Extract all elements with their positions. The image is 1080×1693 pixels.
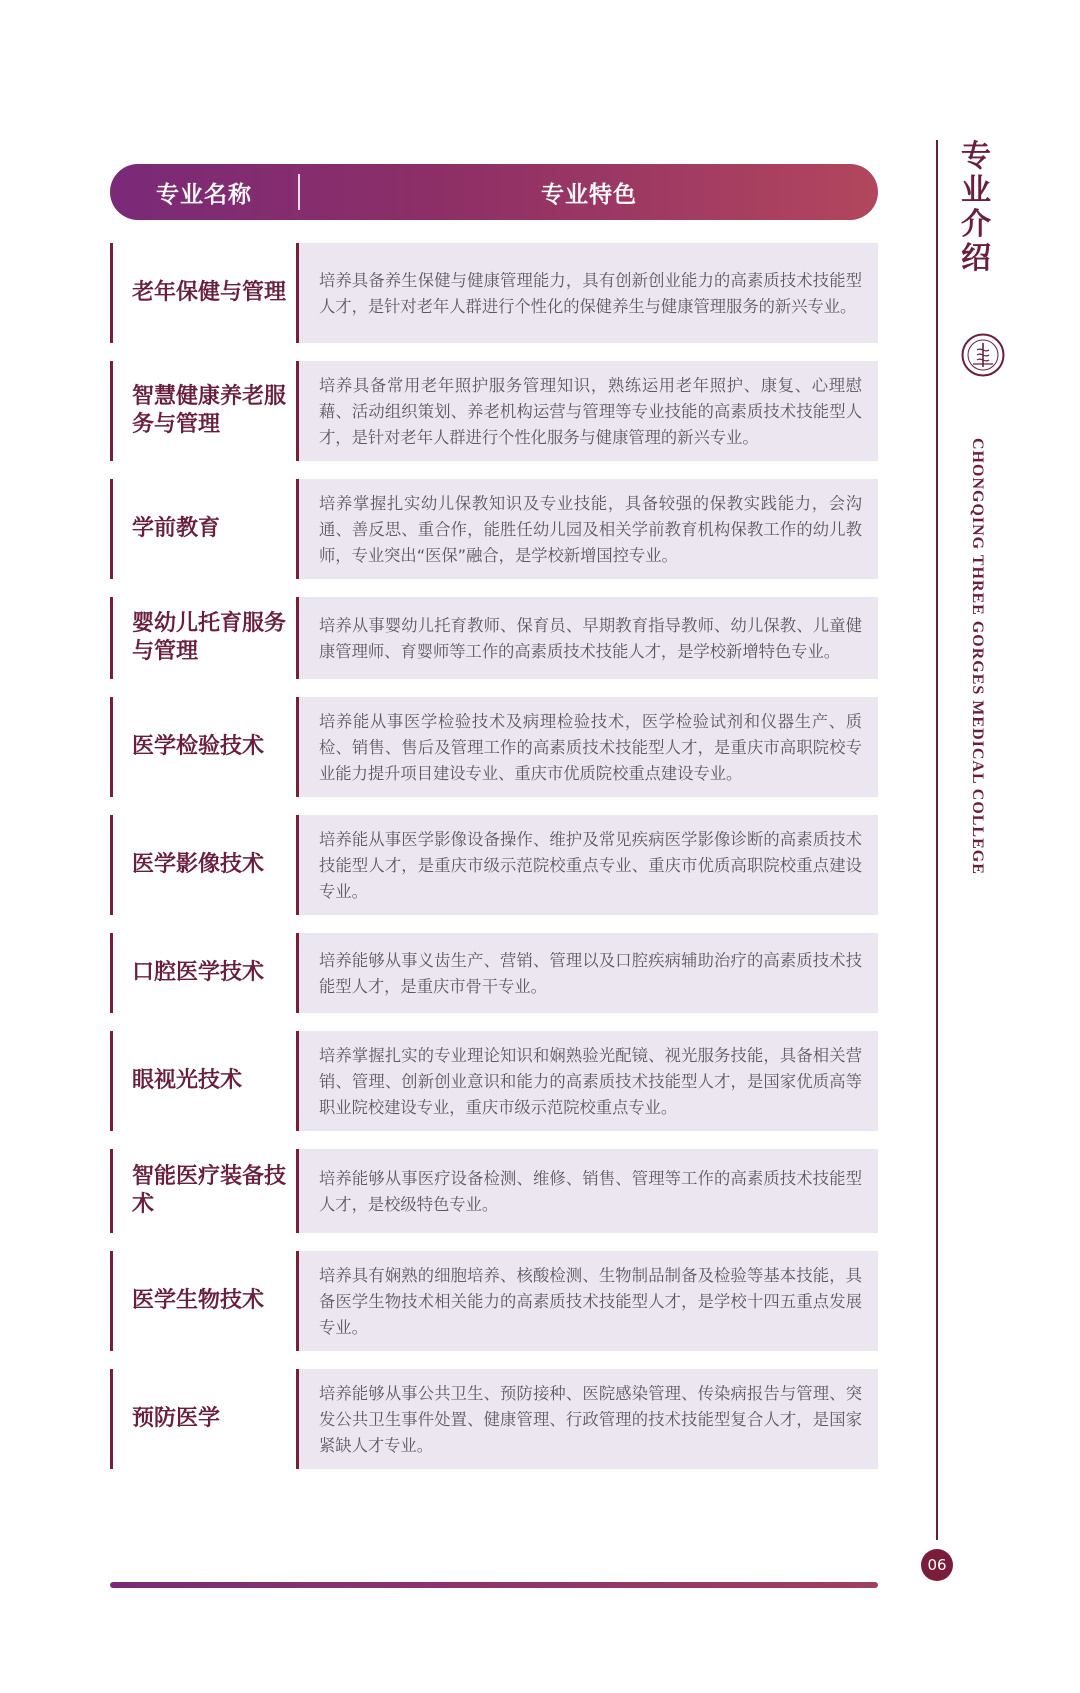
- side-title: [956, 140, 996, 276]
- major-row: [110, 1149, 878, 1233]
- side-title-char: 业: [961, 173, 991, 208]
- major-desc-text: 培养能够从事义齿生产、营销、管理以及口腔疾病辅助治疗的高素质技术技能型人才，是重庆市骨干专业。: [319, 951, 862, 996]
- major-desc: [296, 933, 878, 1013]
- major-desc-text: 培养掌握扎实幼儿保教知识及专业技能，具备较强的保教实践能力，会沟通、善反思、重合作，能胜任幼儿园及相关学前教育机构保教工作的幼儿教师，专业突出“医保”融合，是学校新增国控专业。: [319, 494, 862, 565]
- table-header: [110, 164, 878, 220]
- college-logo-icon: [961, 333, 1005, 377]
- major-name: 预防医学: [110, 1369, 296, 1469]
- major-name: 智能医疗装备技术: [110, 1149, 296, 1233]
- major-name: 老年保健与管理: [110, 243, 296, 343]
- major-row: [110, 1369, 878, 1469]
- major-desc: [296, 697, 878, 797]
- major-desc-text: 培养具备养生保健与健康管理能力，具有创新创业能力的高素质技术技能型人才，是针对老年人群进行个性化的保健养生与健康管理服务的新兴专业。: [319, 271, 862, 316]
- major-desc: [296, 1369, 878, 1469]
- side-title-char: 专: [961, 139, 991, 174]
- header-major-feature: 专业特色: [541, 181, 637, 208]
- major-row: [110, 243, 878, 343]
- major-desc-text: 培养能够从事医疗设备检测、维修、销售、管理等工作的高素质技术技能型人才，是校级特色专业。: [319, 1169, 862, 1214]
- header-major-name: 专业名称: [156, 181, 252, 208]
- major-name: 口腔医学技术: [110, 933, 296, 1013]
- major-row: [110, 697, 878, 797]
- major-desc-text: 培养能够从事公共卫生、预防接种、医院感染管理、传染病报告与管理、突发公共卫生事件处置、健康管理、行政管理的技术技能型复合人才，是国家紧缺人才专业。: [319, 1384, 862, 1455]
- major-row: [110, 361, 878, 461]
- major-desc: [296, 1251, 878, 1351]
- major-desc: [296, 479, 878, 579]
- side-rule: [936, 140, 938, 1540]
- major-name: 智慧健康养老服务与管理: [110, 361, 296, 461]
- major-desc-text: 培养能从事医学检验技术及病理检验技术，医学检验试剂和仪器生产、质检、销售、售后及管理工作的高素质技术技能型人才，是重庆市高职院校专业能力提升项目建设专业、重庆市优质院校重点建设专业。: [319, 712, 862, 783]
- major-desc: [296, 1149, 878, 1233]
- major-name: 婴幼儿托育服务与管理: [110, 597, 296, 679]
- major-row: [110, 933, 878, 1013]
- major-desc-text: 培养掌握扎实的专业理论知识和娴熟验光配镜、视光服务技能，具备相关营销、管理、创新创业意识和能力的高素质技术技能型人才，是国家优质高等职业院校建设专业，重庆市级示范院校重点专业。: [319, 1046, 862, 1117]
- major-row: [110, 815, 878, 915]
- majors-list: [110, 243, 878, 1487]
- page-number: 06: [921, 1549, 953, 1581]
- major-desc-text: 培养能从事医学影像设备操作、维护及常见疾病医学影像诊断的高素质技术技能型人才，是重庆市级示范院校重点专业、重庆市优质高职院校重点建设专业。: [319, 830, 862, 901]
- major-desc-text: 培养具备常用老年照护服务管理知识，熟练运用老年照护、康复、心理慰藉、活动组织策划、养老机构运营与管理等专业技能的高素质技术技能型人才，是针对老年人群进行个性化服务与健康管理的新兴专业。: [319, 376, 862, 447]
- college-english-name: CHONGQING THREE GORGES MEDICAL COLLEGE: [969, 438, 986, 875]
- major-row: [110, 479, 878, 579]
- major-name: 医学检验技术: [110, 697, 296, 797]
- major-name: 医学影像技术: [110, 815, 296, 915]
- major-name: 医学生物技术: [110, 1251, 296, 1351]
- major-name: 学前教育: [110, 479, 296, 579]
- major-row: [110, 597, 878, 679]
- side-title-char: 介: [961, 207, 991, 242]
- major-desc: [296, 597, 878, 679]
- major-name: 眼视光技术: [110, 1031, 296, 1131]
- major-row: [110, 1031, 878, 1131]
- side-title-char: 绍: [961, 241, 991, 276]
- bottom-divider: [110, 1582, 878, 1588]
- major-desc: [296, 1031, 878, 1131]
- major-desc: [296, 815, 878, 915]
- major-desc: [296, 361, 878, 461]
- major-desc-text: 培养具有娴熟的细胞培养、核酸检测、生物制品制备及检验等基本技能，具备医学生物技术相关能力的高素质技术技能型人才，是学校十四五重点发展专业。: [319, 1266, 862, 1337]
- major-desc-text: 培养从事婴幼儿托育教师、保育员、早期教育指导教师、幼儿保教、儿童健康管理师、育婴师等工作的高素质技术技能人才，是学校新增特色专业。: [319, 616, 862, 661]
- major-desc: [296, 243, 878, 343]
- major-row: [110, 1251, 878, 1351]
